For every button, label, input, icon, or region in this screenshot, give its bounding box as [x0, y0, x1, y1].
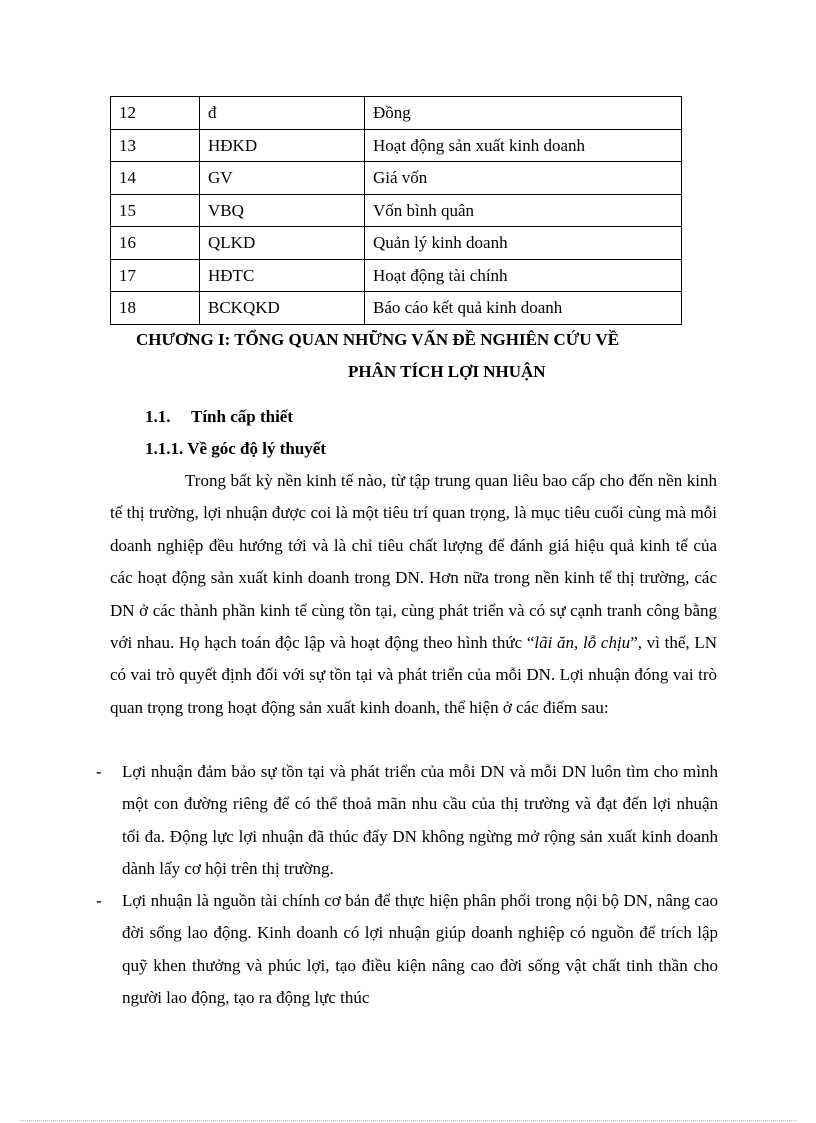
bullet-text: Lợi nhuận là nguồn tài chính cơ bản để thực hiện phân phối trong nội bộ DN, nâng cao đời sống lao động. Kinh doanh có lợi nhuận giúp doanh nghiệp có nguồn để trích lập quỹ khen thưởng và phúc lợi, tạo điều kiện nâng cao đời sống vật chất tinh thần cho người lao động, tạo ra động lực thúc	[122, 891, 718, 1008]
table-cell-abbreviation: VBQ	[200, 194, 365, 227]
italic-phrase: lãi ăn, lỗ chịu	[534, 633, 631, 653]
table-cell-number: 15	[111, 194, 200, 227]
table-cell-meaning: Vốn bình quân	[365, 194, 682, 227]
table-cell-meaning: Hoạt động sản xuất kinh doanh	[365, 129, 682, 162]
abbreviation-table	[110, 96, 682, 325]
page-bottom-border	[20, 1120, 796, 1121]
table-cell-meaning: Giá vốn	[365, 162, 682, 195]
table-row	[111, 129, 682, 162]
paragraph-text-continued: ”, vì thế, LN có vai trò quyết định đối với sự tồn tại và phát triển của mỗi DN. Lợi nhuận đóng vai trò quan trọng trong hoạt động sản xuất kinh doanh, thể hiện ở các điểm sau:	[110, 633, 717, 717]
section-number: 1.1.	[145, 407, 171, 426]
table-cell-number: 12	[111, 97, 200, 130]
table-cell-number: 18	[111, 292, 200, 325]
paragraph-text: Trong bất kỳ nền kinh tế nào, từ tập trung quan liêu bao cấp cho đến nền kinh tế thị trường, lợi nhuận được coi là một tiêu trí quan trọng, là mục tiêu cuối cùng mà mỗi doanh nghiệp đều hướng tới và là chỉ tiêu chất lượng để đánh giá hiệu quả kinh tế của các hoạt động sản xuất kinh doanh trong DN. Hơn nữa trong nền kinh tế thị trường, các DN ở các thành phần kinh tế cùng tồn tại, cùng phát triển và có sự cạnh tranh công bằng với nhau. Họ hạch toán độc lập và hoạt động theo hình thức “	[110, 471, 717, 653]
table-cell-number: 17	[111, 259, 200, 292]
table-cell-abbreviation: BCKQKD	[200, 292, 365, 325]
section-heading-1-1-1: 1.1.1. Về góc độ lý thuyết	[145, 439, 327, 458]
table-row	[111, 292, 682, 325]
table-cell-abbreviation: đ	[200, 97, 365, 130]
body-paragraph	[110, 465, 717, 724]
table-cell-meaning: Đồng	[365, 97, 682, 130]
table-row	[111, 227, 682, 260]
table-cell-number: 16	[111, 227, 200, 260]
table-row	[111, 162, 682, 195]
table-row	[111, 259, 682, 292]
bullet-item	[88, 756, 718, 886]
table-cell-abbreviation: HĐKD	[200, 129, 365, 162]
table-row	[111, 97, 682, 130]
bullet-dash: -	[96, 891, 102, 910]
table-cell-number: 13	[111, 129, 200, 162]
chapter-title-line-1: CHƯƠNG I: TỔNG QUAN NHỮNG VẤN ĐỀ NGHIÊN CỨU VỀ	[136, 330, 620, 349]
chapter-title-line-2: PHÂN TÍCH LỢI NHUẬN	[348, 362, 546, 381]
table-row	[111, 194, 682, 227]
table-cell-abbreviation: QLKD	[200, 227, 365, 260]
bullet-text: Lợi nhuận đảm bảo sự tồn tại và phát triển của mỗi DN và mỗi DN luôn tìm cho mình một con đường riêng để có thể thoả mãn nhu cầu của thị trường và đạt đến lợi nhuận tối đa. Động lực lợi nhuận đã thúc đẩy DN không ngừng mở rộng sản xuất kinh doanh dành lấy cơ hội trên thị trường.	[122, 762, 718, 879]
table-cell-meaning: Quản lý kinh doanh	[365, 227, 682, 260]
bullet-dash: -	[96, 762, 102, 781]
section-title: Tính cấp thiết	[191, 407, 294, 426]
table-cell-meaning: Báo cáo kết quả kinh doanh	[365, 292, 682, 325]
table-cell-number: 14	[111, 162, 200, 195]
section-heading-1-1	[145, 407, 293, 427]
bullet-item	[88, 885, 718, 1015]
table-cell-meaning: Hoạt động tài chính	[365, 259, 682, 292]
table-cell-abbreviation: GV	[200, 162, 365, 195]
table-cell-abbreviation: HĐTC	[200, 259, 365, 292]
